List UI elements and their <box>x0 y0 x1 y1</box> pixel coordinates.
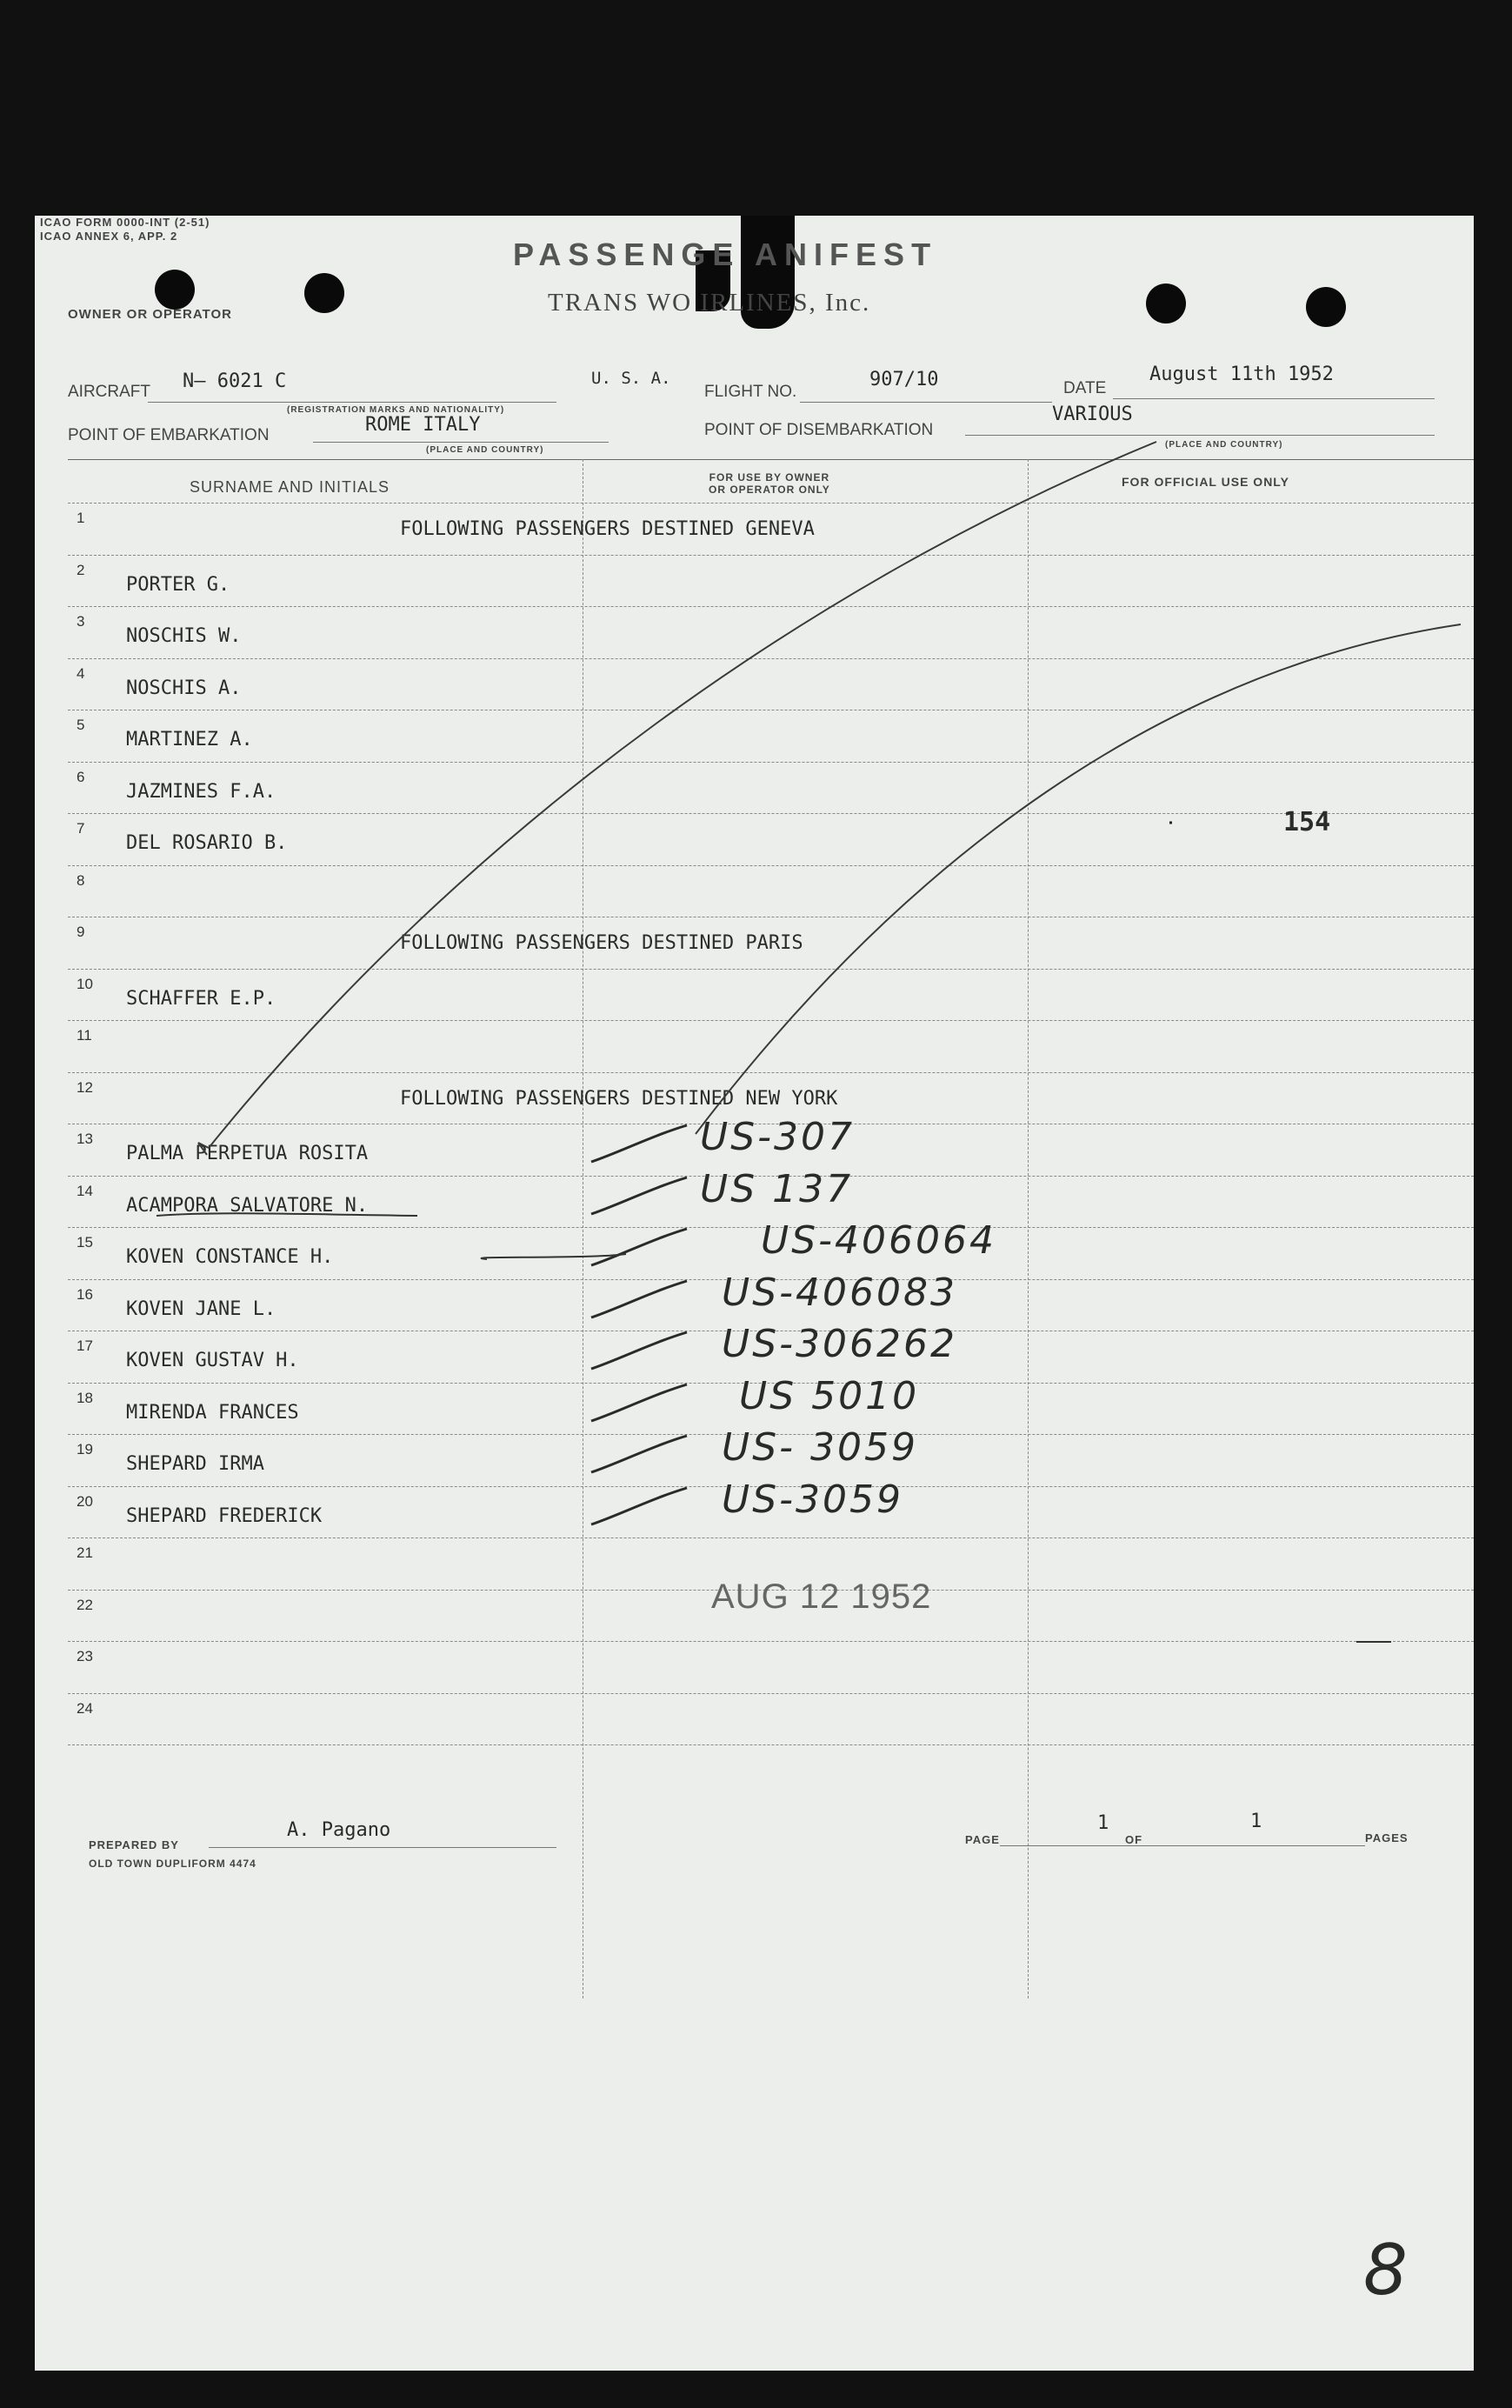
handwritten-document-number: US-406083 <box>722 1270 957 1315</box>
of-value: 1 <box>1250 1811 1262 1832</box>
form-title: PASSENGE ANIFEST <box>513 237 938 272</box>
handwritten-document-number: US-306262 <box>722 1322 957 1366</box>
flight-value: 907/10 <box>869 369 939 390</box>
row-number: 15 <box>77 1234 93 1251</box>
footer-form-code: OLD TOWN DUPLIFORM 4474 <box>89 1858 256 1870</box>
form-code: ICAO FORM 0000-INT (2-51) <box>40 216 210 229</box>
row-number: 13 <box>77 1131 93 1147</box>
place-note: (PLACE AND COUNTRY) <box>1165 440 1283 450</box>
handwritten-document-number: US-307 <box>700 1115 855 1159</box>
page-label: PAGE <box>965 1833 1000 1846</box>
flight-label: FLIGHT NO. <box>704 383 797 401</box>
company-name: TRANS WO IRLINES, Inc. <box>548 289 871 317</box>
official-number: 154 <box>1283 807 1331 837</box>
aircraft-value: N— 6021 C <box>183 370 287 392</box>
passenger-name: SHEPARD FREDERICK <box>126 1504 323 1527</box>
row-number: 20 <box>77 1492 93 1510</box>
official-use-column-header: FOR OFFICIAL USE ONLY <box>1122 475 1289 489</box>
passenger-name: NOSCHIS W. <box>126 625 242 647</box>
handwritten-document-number: US-3059 <box>722 1477 903 1522</box>
disembarkation-value: VARIOUS <box>1052 404 1133 425</box>
row-number: 19 <box>77 1441 93 1457</box>
row-number: 24 <box>77 1699 93 1717</box>
place-note: (PLACE AND COUNTRY) <box>426 445 544 455</box>
pages-label: PAGES <box>1365 1831 1409 1844</box>
handwritten-document-number: US 137 <box>700 1166 854 1211</box>
passenger-name: KOVEN CONSTANCE H. <box>126 1246 334 1268</box>
aircraft-label: AIRCRAFT <box>68 383 150 401</box>
row-number: 9 <box>77 924 85 940</box>
handwritten-document-number: US-406064 <box>761 1218 996 1263</box>
corner-handwritten-number: 8 <box>1363 2230 1410 2311</box>
handwritten-cancel-lines <box>35 216 1474 2371</box>
owner-use-column-header: FOR USE BY OWNER OR OPERATOR ONLY <box>709 471 830 496</box>
row-number: 12 <box>77 1078 93 1096</box>
row-number: 22 <box>77 1596 93 1613</box>
row-number: 6 <box>77 768 85 785</box>
passenger-name: ACAMPORA SALVATORE N. <box>126 1194 369 1217</box>
passenger-name: NOSCHIS A. <box>126 677 242 699</box>
embarkation-value: ROME ITALY <box>365 414 481 436</box>
row-number: 7 <box>77 820 85 837</box>
passenger-name: SHEPARD IRMA <box>126 1453 264 1475</box>
handwritten-document-number: US 5010 <box>739 1373 920 1418</box>
destination-heading: FOLLOWING PASSENGERS DESTINED GENEVA <box>400 518 815 540</box>
passenger-name: SCHAFFER E.P. <box>126 987 276 1010</box>
row-number: 3 <box>77 613 85 630</box>
row-number: 16 <box>77 1285 93 1303</box>
row-number: 18 <box>77 1389 93 1406</box>
registration-note: (REGISTRATION MARKS AND NATIONALITY) <box>287 405 505 415</box>
prepared-by-value: A. Pagano <box>287 1819 391 1841</box>
row-number: 21 <box>77 1544 93 1561</box>
date-stamp: AUG 12 1952 <box>711 1578 932 1616</box>
row-number: 5 <box>77 717 85 733</box>
passenger-name: PORTER G. <box>126 573 230 596</box>
owner-label: OWNER OR OPERATOR <box>68 307 232 322</box>
passenger-name: KOVEN JANE L. <box>126 1297 276 1320</box>
surname-column-header: SURNAME AND INITIALS <box>190 478 390 496</box>
passenger-name: JAZMINES F.A. <box>126 780 276 803</box>
row-number: 8 <box>77 871 85 889</box>
form-code: ICAO ANNEX 6, APP. 2 <box>40 230 178 243</box>
passenger-name: KOVEN GUSTAV H. <box>126 1350 299 1371</box>
page-value: 1 <box>1097 1812 1109 1834</box>
passenger-name: MIRENDA FRANCES <box>126 1401 299 1424</box>
disembarkation-label: POINT OF DISEMBARKATION <box>704 421 934 439</box>
date-value: August 11th 1952 <box>1149 364 1334 385</box>
destination-heading: FOLLOWING PASSENGERS DESTINED NEW YORK <box>400 1087 838 1110</box>
destination-heading: FOLLOWING PASSENGERS DESTINED PARIS <box>400 932 803 954</box>
row-number: 17 <box>77 1337 93 1354</box>
passenger-name: DEL ROSARIO B. <box>126 832 288 854</box>
row-number: 23 <box>77 1648 93 1664</box>
row-number: 1 <box>77 510 85 526</box>
of-label: OF <box>1125 1833 1143 1846</box>
manifest-sheet <box>35 216 1474 2371</box>
row-number: 11 <box>77 1027 92 1044</box>
passenger-name: PALMA PERPETUA ROSITA <box>126 1143 369 1164</box>
row-number: 4 <box>77 664 85 682</box>
row-number: 14 <box>77 1182 93 1199</box>
prepared-by-label: PREPARED BY <box>89 1838 179 1851</box>
date-label: DATE <box>1063 379 1107 397</box>
handwritten-document-number: US- 3059 <box>722 1425 918 1470</box>
passenger-name: MARTINEZ A. <box>126 729 253 750</box>
row-number: 2 <box>77 561 85 578</box>
nationality-value: U. S. A. <box>591 369 671 388</box>
row-number: 10 <box>77 975 93 992</box>
embarkation-label: POINT OF EMBARKATION <box>68 426 270 444</box>
